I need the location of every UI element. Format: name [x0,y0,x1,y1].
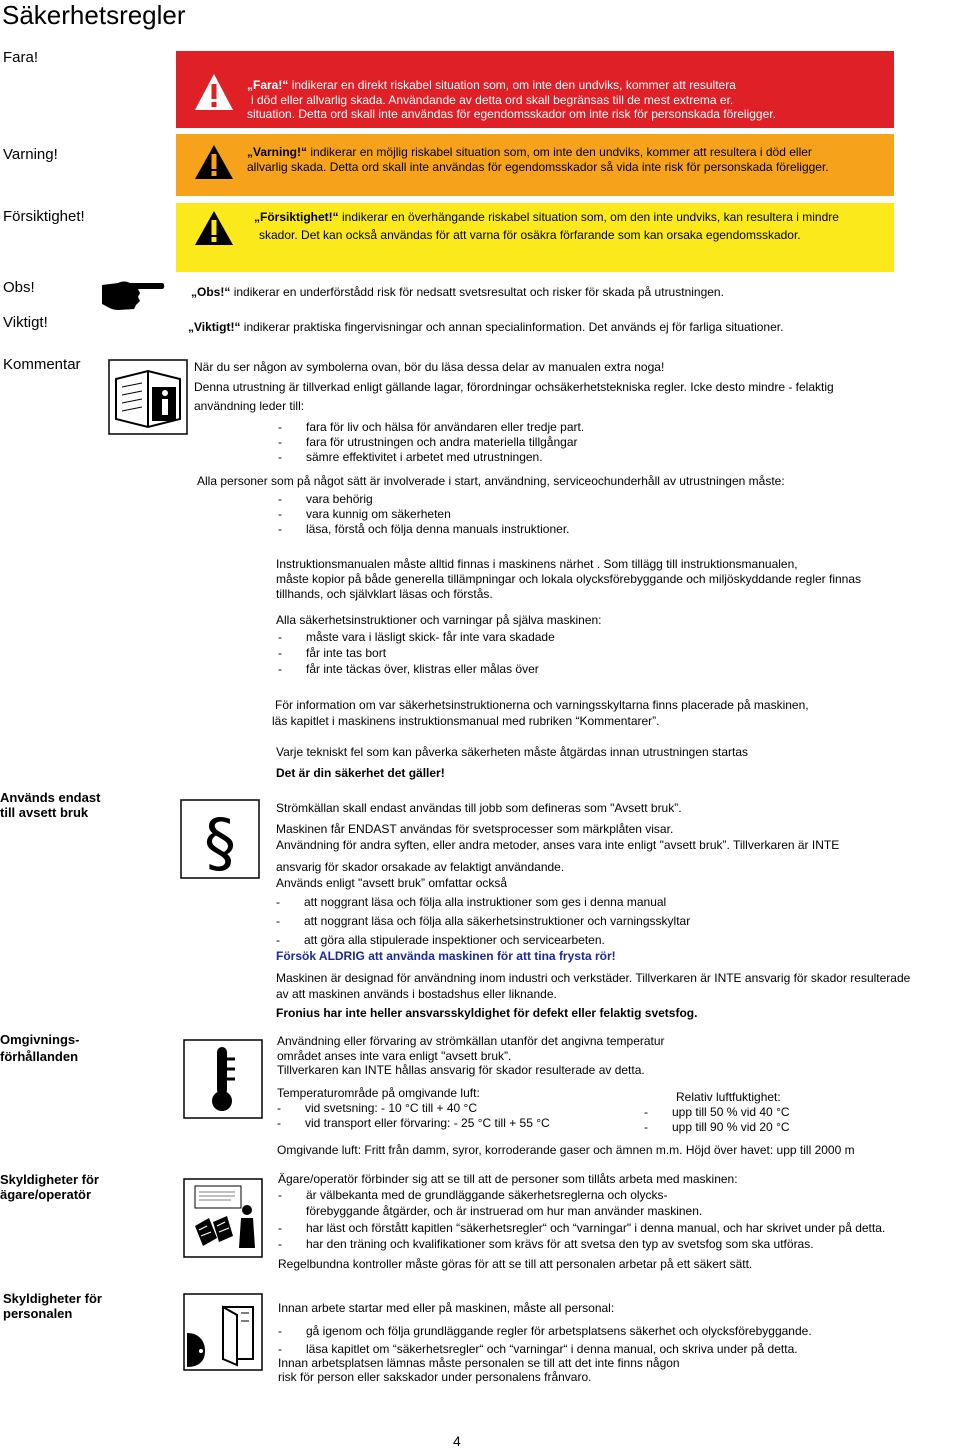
kommentar-list-2 [278,492,569,537]
list-item: - vara kunnig om säkerheten [278,507,451,521]
danger-text: indikerar en direkt riskabel situation som, om inte den undviks, kommer att resultera [291,78,736,92]
list-item-text: sämre effektivitet i arbetet med utrustningen. [306,450,543,464]
warning-triangle-icon [194,143,234,186]
kommentar-paragraph-4: Varje tekniskt fel som kan påverka säkerheten måste åtgärdas innan utrustningen startas [276,745,749,759]
omgivning-line-2: området anses inte vara enligt "avsett bruk”. [277,1049,512,1063]
label-line: till avsett bruk [0,805,89,820]
list-item: - fara för liv och hälsa för användaren eller tredje part. [278,420,585,434]
label-line: personalen [3,1306,73,1321]
personal-line-2: Innan arbetsplatsen lämnas måste personalen se till att det inte finns någon [278,1356,680,1370]
list-item: - att noggrant läsa och följa alla säkerhetsinstruktioner och varningsskyltar [276,914,691,928]
agare-bullet-3: - har den träning och kvalifikationer som krävs för att svetsa den typ av svetsfog som ska utföras. [278,1237,814,1251]
kommentar-paragraph-5: Det är din säkerhet det gäller! [276,766,445,780]
label-kommentar: Kommentar [3,356,81,373]
list-item: - får inte tas bort [278,646,387,660]
list-item-text: att göra alla stipulerade inspektioner och servicearbeten. [304,933,605,947]
label-line: Skyldigheter för [0,1172,99,1187]
caution-triangle-icon [194,209,234,252]
list-item: - vara behörig [278,492,373,506]
list-item-text: är välbekanta med de grundläggande säkerhetsreglerna och olycks- [306,1188,668,1202]
omgivning-line-1: Användning eller förvaring av strömkällan utanför det angivna temperatur [277,1034,665,1048]
list-item-text: vara kunnig om säkerheten [306,507,451,521]
omgivning-line-3: Tillverkaren kan INTE hållas ansvarig för skador resulterade av detta. [277,1063,645,1077]
kommentar-paragraph-1 [276,557,861,602]
list-item-text: fara för liv och hälsa för användaren eller tredje part. [306,420,585,434]
paragraph-line: För information om var säkerhetsinstruktionerna och varningsskyltarna finns placerade på maskinen, [275,698,809,712]
list-item-text: vara behörig [306,492,373,506]
pointing-hand-icon [100,277,166,318]
personnel-exit-icon [183,1293,263,1376]
list-item: - att noggrant läsa och följa alla instruktioner som ges i denna manual [276,895,667,909]
personal-list [278,1322,812,1358]
temperature-list [277,1101,550,1131]
page-number: 4 [453,1433,461,1449]
warning-word: „Varning!“ [247,145,308,159]
kommentar-line-3: användning leder till: [194,399,305,413]
list-item-text: upp till 50 % vid 40 °C [672,1105,790,1119]
kommentar-list-3 [278,629,555,677]
list-item-text: gå igenom och följa grundläggande regler för arbetsplatsens säkerhet och olycksförebyggande. [306,1324,812,1338]
danger-triangle-icon [194,72,234,117]
warning-line-2: allvarlig skada. Detta ord skall inte användas för egendomsskador så vida inte risk för personskada föreligger. [247,160,829,174]
thermometer-icon [183,1039,263,1124]
label-omgivning [0,1031,79,1065]
anvands-line-8: Fronius har inte heller ansvarsskyldighet för defekt eller felaktig svetsfog. [276,1006,698,1020]
kommentar-line-1: När du ser någon av symbolerna ovan, bör du läsa dessa delar av manualen extra noga! [194,360,665,374]
list-item: - sämre effektivitet i arbetet med utrustningen. [278,450,543,464]
list-item: - upp till 90 % vid 20 °C [644,1120,790,1134]
label-line: ägare/operatör [0,1187,92,1202]
danger-word: „Fara!“ [247,78,289,92]
list-item-text: läsa, förstå och följa denna manuals instruktioner. [306,522,570,536]
viktigt-text: indikerar praktiska fingervisningar och annan specialinformation. Det används ej för farliga situationer. [243,320,784,334]
caution-line-2: skador. Det kan också användas för att varna för osäkra förfarande som kan orsaka egendomsskador. [259,228,801,242]
paragraph-icon [180,799,260,884]
label-varning: Varning! [3,146,58,163]
list-item-text: får inte täckas över, klistras eller målas över [306,662,539,676]
obs-word: „Obs!“ [191,285,231,299]
warning-line-1 [247,145,812,160]
caution-text: indikerar en överhängande riskabel situation som, om den inte undviks, kan resultera i mindre [342,210,839,224]
anvands-line-7: av att maskinen används i bostadshus eller liknande. [276,987,557,1001]
list-item-text: vid transport eller förvaring: - 25 °C till + 55 °C [305,1116,550,1130]
danger-line-3: situation. Detta ord skall inte användas för egendomsskador om inte risk för personskada föreligger. [247,107,776,121]
list-item: - vid transport eller förvaring: - 25 °C till + 55 °C [277,1116,550,1130]
kommentar-line-4: Alla personer som på något sätt är involverade i start, användning, serviceochunderhåll av utrustningen måste: [197,474,785,488]
list-item: - att göra alla stipulerade inspektioner och servicearbeten. [276,933,605,947]
paragraph-line: Instruktionsmanualen måste alltid finnas i maskinens närhet . Som tillägg till instruktionsmanualen, [276,557,798,571]
list-item-text: fara för utrustningen och andra materiella tillgångar [306,435,578,449]
anvands-line-1: Strömkällan skall endast användas till jobb som defineras som "Avsett bruk”. [276,801,682,815]
kommentar-list-1 [278,420,584,465]
anvands-line-5: Används enligt "avsett bruk” omfattar också [276,876,508,890]
anvands-line-2: Maskinen får ENDAST användas för svetsprocesser som märkplåten visar. [276,822,674,836]
agare-bullet-2: - har läst och förstått kapitlen “säkerhetsregler“ och “varningar" i denna manual, och har skrivet under på detta. [278,1221,886,1235]
owner-instruction-icon [183,1178,263,1263]
anvands-warning: Försök ALDRIG att använda maskinen för att tina frysta rör! [276,949,616,963]
svg-text:§: § [204,807,236,879]
paragraph-line: läs kapitlet i maskinens instruktionsmanual med rubriken “Kommentarer”. [272,714,660,728]
kommentar-paragraph-2: Alla säkerhetsinstruktioner och varningar på själva maskinen: [276,613,602,627]
list-item: - upp till 50 % vid 40 °C [644,1105,790,1119]
omgivning-line-4: Omgivande luft: Fritt från damm, syror, korroderande gaser och ämnen m.m. Höjd över havet: upp till 2000 m [277,1143,855,1157]
label-forsiktighet: Försiktighet! [3,208,85,225]
list-item-text: att noggrant läsa och följa alla säkerhetsinstruktioner och varningsskyltar [304,914,691,928]
anvands-line-6: Maskinen är designad för användning inom industri och verkstäder. Tillverkaren är INTE ansvarig för skador resulterade [276,971,911,985]
danger-line-1 [247,78,736,93]
label-line: Skyldigheter för [3,1291,102,1306]
agare-bullet-1-cont: förebyggande åtgärder, och är instruerad om hur man använder maskinen. [306,1204,703,1218]
viktigt-line [188,320,783,335]
obs-text: indikerar en underförstådd risk för nedsatt svetsresultat och risker för skada på utrustningen. [233,285,724,299]
anvands-line-4: ansvarig för skador orsakade av felaktigt användande. [276,860,565,874]
kommentar-paragraph-3 [272,697,809,729]
paragraph-line: måste kopior på både generella tillämpningar och lokala olycksförebyggande och miljöskyddande regler finnas [276,572,862,586]
page-title: Säkerhetsregler [2,0,186,30]
list-item: - fara för utrustningen och andra materiella tillgångar [278,435,578,449]
humidity-heading: Relativ luftfuktighet: [676,1090,781,1104]
anvands-line-3: Användning för andra syften, eller andra metoder, anses vara inte enligt "avsett bruk”. Tillverkaren är INTE [276,838,840,852]
list-item-text: vid svetsning: - 10 °C till + 40 °C [305,1101,478,1115]
label-line: Används endast [0,790,101,805]
warning-text: indikerar en möjlig riskabel situation som, om inte den undviks, kommer att resultera i död eller [310,145,812,159]
label-anvands [0,790,100,820]
list-item-text: har den träning och kvalifikationer som krävs för att svetsa den typ av svetsfog som ska utföras. [306,1237,814,1251]
label-line: Omgivnings- [0,1032,80,1047]
list-item: - måste vara i läsligt skick- får inte vara skadade [278,630,555,644]
list-item: - får inte täckas över, klistras eller målas över [278,662,539,676]
label-fara: Fara! [3,49,39,66]
label-obs: Obs! [3,279,35,296]
caution-line-1 [254,210,839,225]
list-item-text: har läst och förstått kapitlen “säkerhetsregler“ och “varningar" i denna manual, och har skrivet under på detta. [306,1221,886,1235]
agare-line-2: Regelbundna kontroller måste göras för att se till att personalen arbetar på ett säkert sätt. [278,1257,753,1271]
list-item: - läsa, förstå och följa denna manuals instruktioner. [278,522,570,536]
anvands-list [276,893,690,950]
danger-line-2: i död eller allvarlig skada. Användande av detta ord skall begränsas till de mest extrema er. [251,93,734,107]
label-viktigt: Viktigt! [3,314,48,331]
list-item: - gå igenom och följa grundläggande regler för arbetsplatsens säkerhet och olycksförebyggande. [278,1324,812,1338]
paragraph-line: tillhands, och självklart läsas och förstås. [276,587,493,601]
list-item-text: läsa kapitlet om “säkerhetsregler“ och “varningar“ i denna manual, och skriva under på detta. [306,1342,798,1356]
list-item-text: måste vara i läsligt skick- får inte vara skadade [306,630,555,644]
temperature-heading: Temperaturområde på omgivande luft: [277,1086,480,1100]
viktigt-word: „Viktigt!“ [188,320,241,334]
caution-word: „Försiktighet!“ [254,210,339,224]
info-book-icon [108,359,188,440]
kommentar-line-2: Denna utrustning är tillverkad enligt gällande lagar, förordningar ochsäkerhetstekniska regler. Icke desto mindre - felaktig [194,380,834,394]
label-line: förhållanden [0,1049,79,1064]
list-item: - vid svetsning: - 10 °C till + 40 °C [277,1101,478,1115]
list-item-text: får inte tas bort [306,646,387,660]
label-skyldigheter-agare [0,1172,99,1202]
list-item-text: upp till 90 % vid 20 °C [672,1120,790,1134]
personal-line-1: Innan arbete startar med eller på maskinen, måste all personal: [278,1301,615,1315]
personal-line-3: risk för person eller sakskador under personalens frånvaro. [278,1370,592,1384]
agare-line-1: Ägare/operatör förbinder sig att se till att de personer som tillåts arbeta med maskinen: [278,1172,738,1186]
obs-line [191,285,724,300]
list-item-text: att noggrant läsa och följa alla instruktioner som ges i denna manual [304,895,667,909]
list-item: - läsa kapitlet om “säkerhetsregler“ och “varningar“ i denna manual, och skriva under på detta. [278,1342,798,1356]
agare-bullet-1: - är välbekanta med de grundläggande säkerhetsreglerna och olycks- [278,1188,668,1202]
label-skyldigheter-personal [3,1291,102,1321]
humidity-list [644,1105,790,1135]
